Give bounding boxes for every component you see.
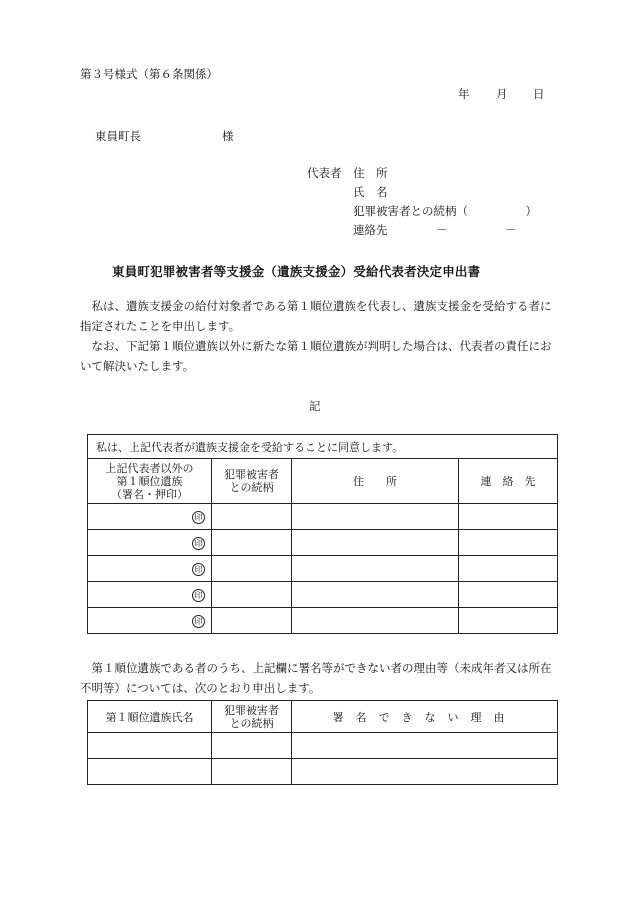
date-month-label: 月 xyxy=(496,87,508,101)
consent-relation-cell[interactable] xyxy=(212,556,292,582)
consent-relation-cell[interactable] xyxy=(212,530,292,556)
seal-mark-icon: 印 xyxy=(192,511,205,524)
consent-contact-cell[interactable] xyxy=(459,504,558,530)
representative-contact-dash: － － xyxy=(436,223,517,237)
ki-heading: 記 xyxy=(309,399,321,413)
consent-table-row xyxy=(88,504,558,530)
consent-col-relation-line2: との続柄 xyxy=(229,481,274,494)
reason-name-cell[interactable] xyxy=(88,733,212,759)
consent-contact-cell[interactable] xyxy=(459,530,558,556)
reason-col-name-header: 第１順位遺族氏名 xyxy=(88,701,212,733)
seal-mark-icon: 印 xyxy=(192,589,205,602)
consent-signature-cell[interactable] xyxy=(88,504,212,530)
consent-col-family-line1: 上記代表者以外の xyxy=(105,461,194,475)
consent-col-relation-line1: 犯罪被害者 xyxy=(224,468,279,481)
consent-relation-cell[interactable] xyxy=(212,608,292,634)
reason-text-cell[interactable] xyxy=(292,759,558,785)
reason-name-cell[interactable] xyxy=(88,759,212,785)
consent-contact-cell[interactable] xyxy=(459,556,558,582)
consent-table-note-row xyxy=(88,435,558,459)
consent-address-cell[interactable] xyxy=(292,504,459,530)
consent-col-family-line2: 第１順位遺族 xyxy=(116,474,183,488)
body-paragraph-2: なお、下記第１順位遺族以外に新たな第１順位遺族が判明した場合は、代表者の責任において解決いたします。 xyxy=(80,339,552,373)
addressee-honorific: 様 xyxy=(222,129,234,143)
addressee-name: 東員町長 xyxy=(95,129,141,143)
representative-relation-label: 犯罪被害者との続柄（ ） xyxy=(353,204,537,218)
consent-table-row xyxy=(88,582,558,608)
representative-contact-label: 連絡先 xyxy=(353,223,388,237)
consent-note: 私は、上記代表者が遺族支援金を受給することに同意します。 xyxy=(88,435,558,459)
consent-table xyxy=(87,434,558,634)
date-day-label: 日 xyxy=(533,87,545,101)
seal-mark-icon: 印 xyxy=(192,537,205,550)
consent-table-row xyxy=(88,556,558,582)
consent-table-header-row xyxy=(88,459,558,504)
reason-table-row xyxy=(88,759,558,785)
reason-relation-cell[interactable] xyxy=(212,759,292,785)
consent-contact-cell[interactable] xyxy=(459,582,558,608)
consent-relation-cell[interactable] xyxy=(212,582,292,608)
consent-address-cell[interactable] xyxy=(292,530,459,556)
consent-table-row xyxy=(88,608,558,634)
consent-col-relation-header xyxy=(212,459,292,504)
consent-signature-cell[interactable] xyxy=(88,608,212,634)
consent-signature-cell[interactable] xyxy=(88,556,212,582)
consent-address-cell[interactable] xyxy=(292,608,459,634)
body-paragraph-1: 私は、遺族支援金の給付対象者である第１順位遺族を代表し、遺族支援金を受給する者に指定されたことを申出します。 xyxy=(80,299,552,333)
consent-relation-cell[interactable] xyxy=(212,504,292,530)
date-year-label: 年 xyxy=(458,87,470,101)
seal-mark-icon: 印 xyxy=(192,615,205,628)
consent-signature-cell[interactable] xyxy=(88,530,212,556)
reason-col-relation-line2: との続柄 xyxy=(229,716,274,730)
reason-table-row xyxy=(88,733,558,759)
reason-col-relation-header xyxy=(212,701,292,733)
consent-col-contact-header: 連 絡 先 xyxy=(459,459,558,504)
consent-signature-cell[interactable] xyxy=(88,582,212,608)
reason-text-cell[interactable] xyxy=(292,733,558,759)
consent-table-row xyxy=(88,530,558,556)
consent-col-family-header xyxy=(88,459,212,504)
representative-name-label: 氏 名 xyxy=(353,185,388,199)
reason-relation-cell[interactable] xyxy=(212,733,292,759)
reason-table-header-row xyxy=(88,701,558,733)
reason-table xyxy=(87,700,558,785)
consent-address-cell[interactable] xyxy=(292,556,459,582)
reason-col-relation-line1: 犯罪被害者 xyxy=(224,703,279,717)
consent-col-address-header: 住 所 xyxy=(292,459,459,504)
representative-label: 代表者 xyxy=(307,166,342,180)
consent-col-family-line3: （署名・押印） xyxy=(111,487,188,501)
seal-mark-icon: 印 xyxy=(192,563,205,576)
consent-address-cell[interactable] xyxy=(292,582,459,608)
form-number: 第３号様式（第６条関係） xyxy=(80,67,218,81)
consent-contact-cell[interactable] xyxy=(459,608,558,634)
document-title: 東員町犯罪被害者等支援金（遺族支援金）受給代表者決定申出書 xyxy=(112,264,481,279)
representative-address-label: 住 所 xyxy=(353,166,388,180)
reason-col-reason-header: 署名できない理由 xyxy=(292,701,558,733)
note-paragraph: 第１順位遺族である者のうち、上記欄に署名等ができない者の理由等（未成年者又は所在不明等）については、次のとおり申出します。 xyxy=(80,661,552,695)
